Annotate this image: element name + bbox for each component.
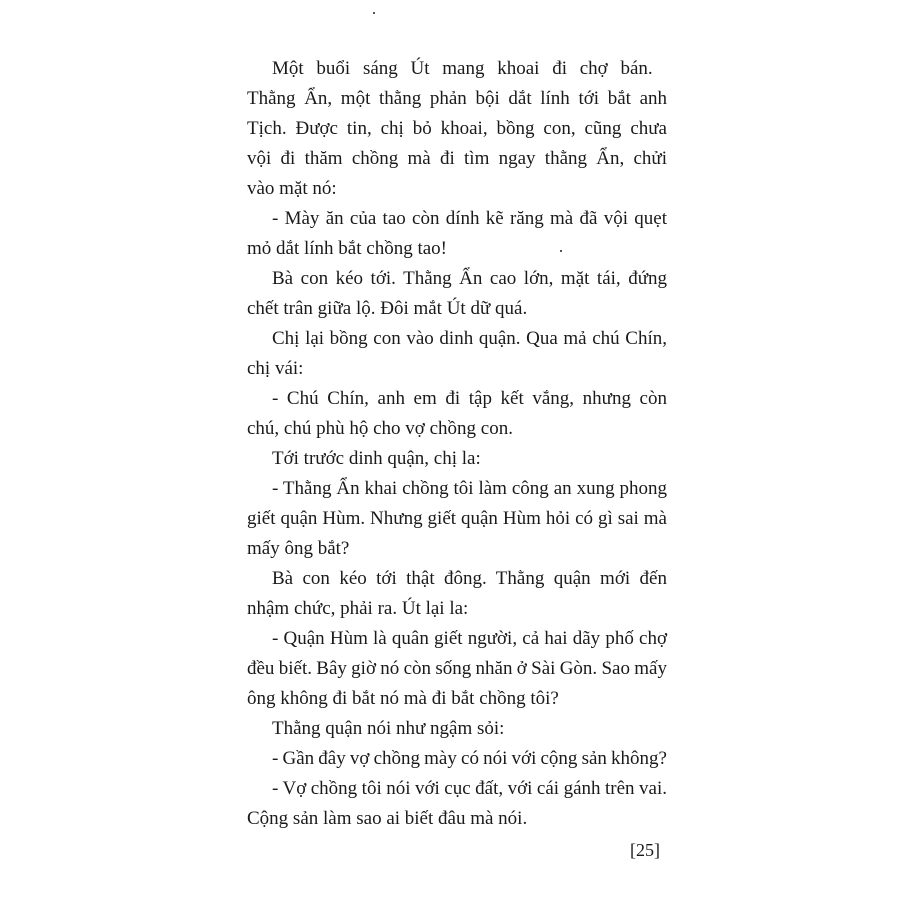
text-line: giết quận Hùm. Nhưng giết quận Hùm hỏi có gì sai mà — [247, 508, 667, 529]
text-line: vào mặt nó: — [247, 178, 337, 199]
text-line: Thằng quận nói như ngậm sỏi: — [272, 718, 505, 739]
scan-speck — [373, 12, 375, 14]
text-line: Tịch. Được tin, chị bỏ khoai, bồng con, cũng chưa — [247, 118, 667, 139]
text-line: đều biết. Bây giờ nó còn sống nhăn ở Sài Gòn. Sao mấy — [247, 658, 667, 679]
text-line: ông không đi bắt nó mà đi bắt chồng tôi? — [247, 688, 559, 709]
text-line: chị vái: — [247, 358, 304, 379]
text-line: - Chú Chín, anh em đi tập kết vắng, nhưng còn — [272, 388, 667, 409]
text-line: Một buổi sáng Út mang khoai đi chợ bán. — [272, 58, 653, 79]
text-line: Tới trước dinh quận, chị la: — [272, 448, 481, 469]
text-line: Bà con kéo tới thật đông. Thằng quận mới đến — [272, 568, 667, 589]
text-line: - Vợ chồng tôi nói với cục đất, với cái gánh trên vai. — [272, 778, 667, 799]
text-line: chết trân giữa lộ. Đôi mắt Út dữ quá. — [247, 298, 528, 319]
text-line: - Quận Hùm là quân giết người, cả hai dãy phố chợ — [272, 628, 667, 649]
page-number: [25] — [630, 840, 660, 860]
text-line: Bà con kéo tới. Thằng Ẩn cao lớn, mặt tái, đứng — [272, 268, 667, 289]
text-line: Chị lại bồng con vào dinh quận. Qua mả chú Chín, — [272, 328, 667, 349]
text-line: nhậm chức, phải ra. Út lại la: — [247, 598, 469, 619]
text-line: Thằng Ẩn, một thằng phản bội dắt lính tới bắt anh — [247, 88, 667, 109]
text-line: vội đi thăm chồng mà đi tìm ngay thằng Ẩn, chửi — [247, 148, 667, 169]
body-text — [247, 54, 667, 834]
text-line: - Mày ăn của tao còn dính kẽ răng mà đã vội quẹt — [272, 208, 667, 229]
text-line: mấy ông bắt? — [247, 538, 350, 559]
text-line: mỏ dắt lính bắt chồng tao! — [247, 238, 447, 259]
text-line: chú, chú phù hộ cho vợ chồng con. — [247, 418, 513, 439]
text-line: - Gần đây vợ chồng mày có nói với cộng sản không? — [272, 748, 667, 769]
text-line: Cộng sản làm sao ai biết đâu mà nói. — [247, 808, 528, 829]
text-line: - Thằng Ẩn khai chồng tôi làm công an xung phong — [272, 478, 667, 499]
